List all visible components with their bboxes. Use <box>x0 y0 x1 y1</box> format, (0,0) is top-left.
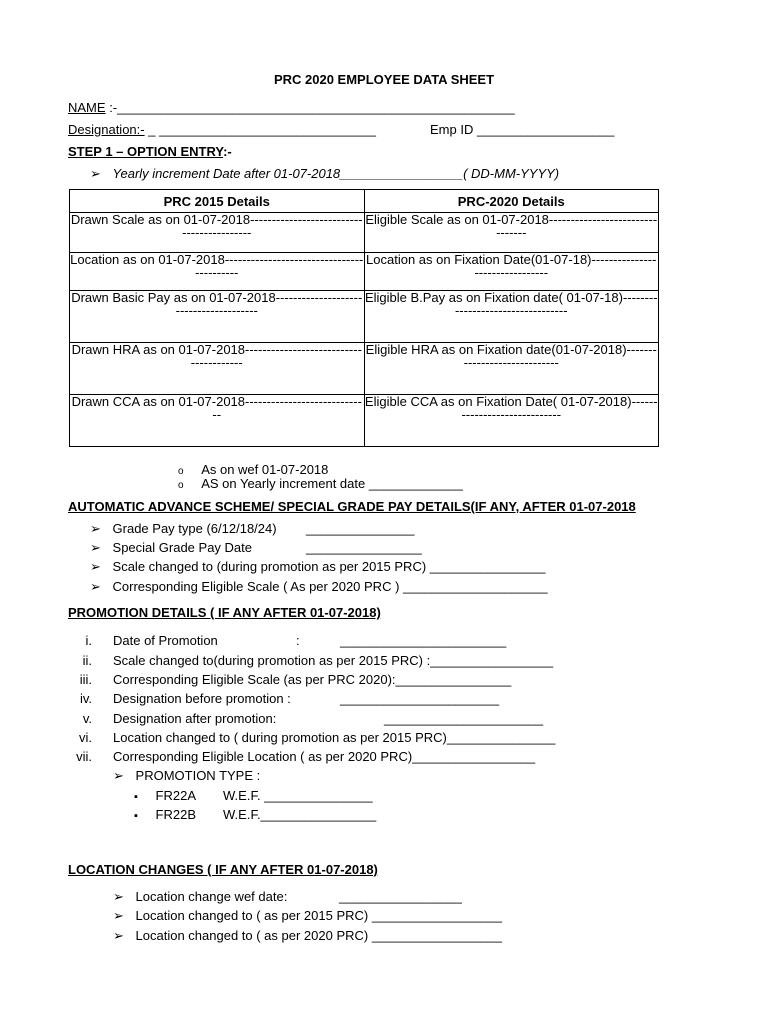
table-cell: Eligible B.Pay as on Fixation date( 01-07-18)---------------------------------- <box>364 291 659 343</box>
document-title: PRC 2020 EMPLOYEE DATA SHEET <box>273 72 495 87</box>
list-item: ➢ Grade Pay type (6/12/18/24) <box>90 521 277 536</box>
colon: : <box>296 633 300 648</box>
list-item: ➢ Location changed to ( as per 2020 PRC) __________________ <box>113 928 502 943</box>
table-cell: Drawn HRA as on 01-07-2018--------------------------------------- <box>70 343 365 395</box>
fill-line: ----------------------------- <box>463 342 657 370</box>
promotion-type-item: ➢ PROMOTION TYPE : <box>113 768 261 783</box>
arrow-bullet-icon: ➢ <box>90 166 101 181</box>
table-cell: Eligible CCA as on Fixation Date( 01-07-2018)----------------------------- <box>364 395 659 447</box>
list-item: Corresponding Eligible Scale (as per PRC 2020):________________ <box>113 672 512 687</box>
item-number: vii. <box>76 749 92 764</box>
square-bullet-icon: ▪ <box>134 810 138 822</box>
circle-bullet-icon: o <box>178 466 184 477</box>
name-field <box>68 100 515 115</box>
table-cell: Location as on Fixation Date(01-07-18)-------------------------------- <box>364 253 659 291</box>
option-item: o As on wef 01-07-2018 <box>178 462 329 477</box>
arrow-bullet-icon: ➢ <box>113 908 124 923</box>
fill-line: _______________ <box>306 521 415 536</box>
fill-line: ______________________ <box>384 711 544 726</box>
promotion-heading: PROMOTION DETAILS ( IF ANY AFTER 01-07-2018) <box>68 605 381 620</box>
promotion-type-option: ▪ FR22A <box>134 788 196 803</box>
circle-bullet-icon: o <box>178 480 184 491</box>
promotion-type-option: ▪ FR22B <box>134 807 196 822</box>
fill-line: ---------------------------------- <box>454 290 658 318</box>
list-item: ➢ Scale changed to (during promotion as per 2015 PRC) ________________ <box>90 559 546 574</box>
square-bullet-icon: ▪ <box>134 791 138 803</box>
option-item: o AS on Yearly increment date _____________ <box>178 476 463 491</box>
item-number: v. <box>82 711 92 726</box>
name-label: NAME <box>68 100 106 115</box>
table-cell: Location as on 01-07-2018------------------------------------------ <box>70 253 365 291</box>
list-item: ➢ Location change wef date: <box>113 889 288 904</box>
increment-date-item <box>90 166 559 181</box>
table-row <box>70 253 659 291</box>
wef-line: W.E.F.________________ <box>223 807 377 822</box>
designation-line: _ ______________________________ <box>148 122 376 137</box>
fill-line: ------------------------------------------ <box>195 252 364 280</box>
table-row <box>70 343 659 395</box>
list-item: ➢ Special Grade Pay Date <box>90 540 252 555</box>
increment-date-text: Yearly increment Date after 01-07-2018_________________( DD-MM-YYYY) <box>112 166 560 181</box>
name-line: :-_______________________________________________________ <box>109 100 515 115</box>
option-entry-table <box>69 189 659 447</box>
table-row <box>70 213 659 253</box>
list-item: Corresponding Eligible Location ( as per 2020 PRC)_________________ <box>113 749 536 764</box>
designation-field <box>68 122 376 137</box>
list-item: Designation after promotion: <box>113 711 277 726</box>
arrow-bullet-icon: ➢ <box>113 768 124 783</box>
fill-line: -------------------------------- <box>474 252 657 280</box>
step1-heading: STEP 1 – OPTION ENTRY:- <box>68 144 232 159</box>
arrow-bullet-icon: ➢ <box>113 889 124 904</box>
item-number: iv. <box>79 691 92 706</box>
arrow-bullet-icon: ➢ <box>90 521 101 536</box>
arrow-bullet-icon: ➢ <box>90 540 101 555</box>
list-item: ➢ Location changed to ( as per 2015 PRC) __________________ <box>113 908 502 923</box>
fill-line: --------------------------------------- <box>175 290 363 318</box>
fill-line: _________________ <box>339 889 462 904</box>
table-row <box>70 291 659 343</box>
table-cell: Eligible Scale as on 01-07-2018-------------------------------- <box>364 213 659 253</box>
emp-id-field: Emp ID ___________________ <box>430 122 615 137</box>
table-cell: Eligible HRA as on Fixation date(01-07-2018)----------------------------- <box>364 343 659 395</box>
wef-line: W.E.F. _______________ <box>223 788 373 803</box>
fill-line: ------------------------------------------ <box>182 212 363 240</box>
fill-line: ________________ <box>306 540 422 555</box>
location-heading: LOCATION CHANGES ( IF ANY AFTER 01-07-2018) <box>68 862 378 877</box>
table-header-prc2015: PRC 2015 Details <box>70 190 365 213</box>
table-cell: Drawn CCA as on 01-07-2018----------------------------- <box>70 395 365 447</box>
item-number: i. <box>85 633 92 648</box>
item-number: vi. <box>79 730 92 745</box>
list-item: ➢ Corresponding Eligible Scale ( As per 2020 PRC ) ____________________ <box>90 579 548 594</box>
fill-line: ----------------------------- <box>212 394 362 422</box>
fill-line: ----------------------------- <box>461 394 658 422</box>
arrow-bullet-icon: ➢ <box>113 928 124 943</box>
list-item: Designation before promotion : <box>113 691 291 706</box>
fill-line: -------------------------------- <box>496 212 658 240</box>
arrow-bullet-icon: ➢ <box>90 579 101 594</box>
designation-label: Designation:- <box>68 122 145 137</box>
fill-line: _______________________ <box>340 633 507 648</box>
table-header-prc2020: PRC-2020 Details <box>364 190 659 213</box>
item-number: iii. <box>79 672 92 687</box>
table-cell: Drawn Scale as on 01-07-2018------------------------------------------ <box>70 213 365 253</box>
item-number: ii. <box>82 653 92 668</box>
fill-line: ______________________ <box>340 691 500 706</box>
table-cell: Drawn Basic Pay as on 01-07-2018--------------------------------------- <box>70 291 365 343</box>
aas-heading: AUTOMATIC ADVANCE SCHEME/ SPECIAL GRADE PAY DETAILS(IF ANY, AFTER 01-07-2018 <box>68 499 636 514</box>
fill-line: --------------------------------------- <box>190 342 362 370</box>
table-row <box>70 395 659 447</box>
arrow-bullet-icon: ➢ <box>90 559 101 574</box>
list-item: Date of Promotion <box>113 633 218 648</box>
list-item: Location changed to ( during promotion as per 2015 PRC)_______________ <box>113 730 556 745</box>
list-item: Scale changed to(during promotion as per 2015 PRC) :_________________ <box>113 653 554 668</box>
